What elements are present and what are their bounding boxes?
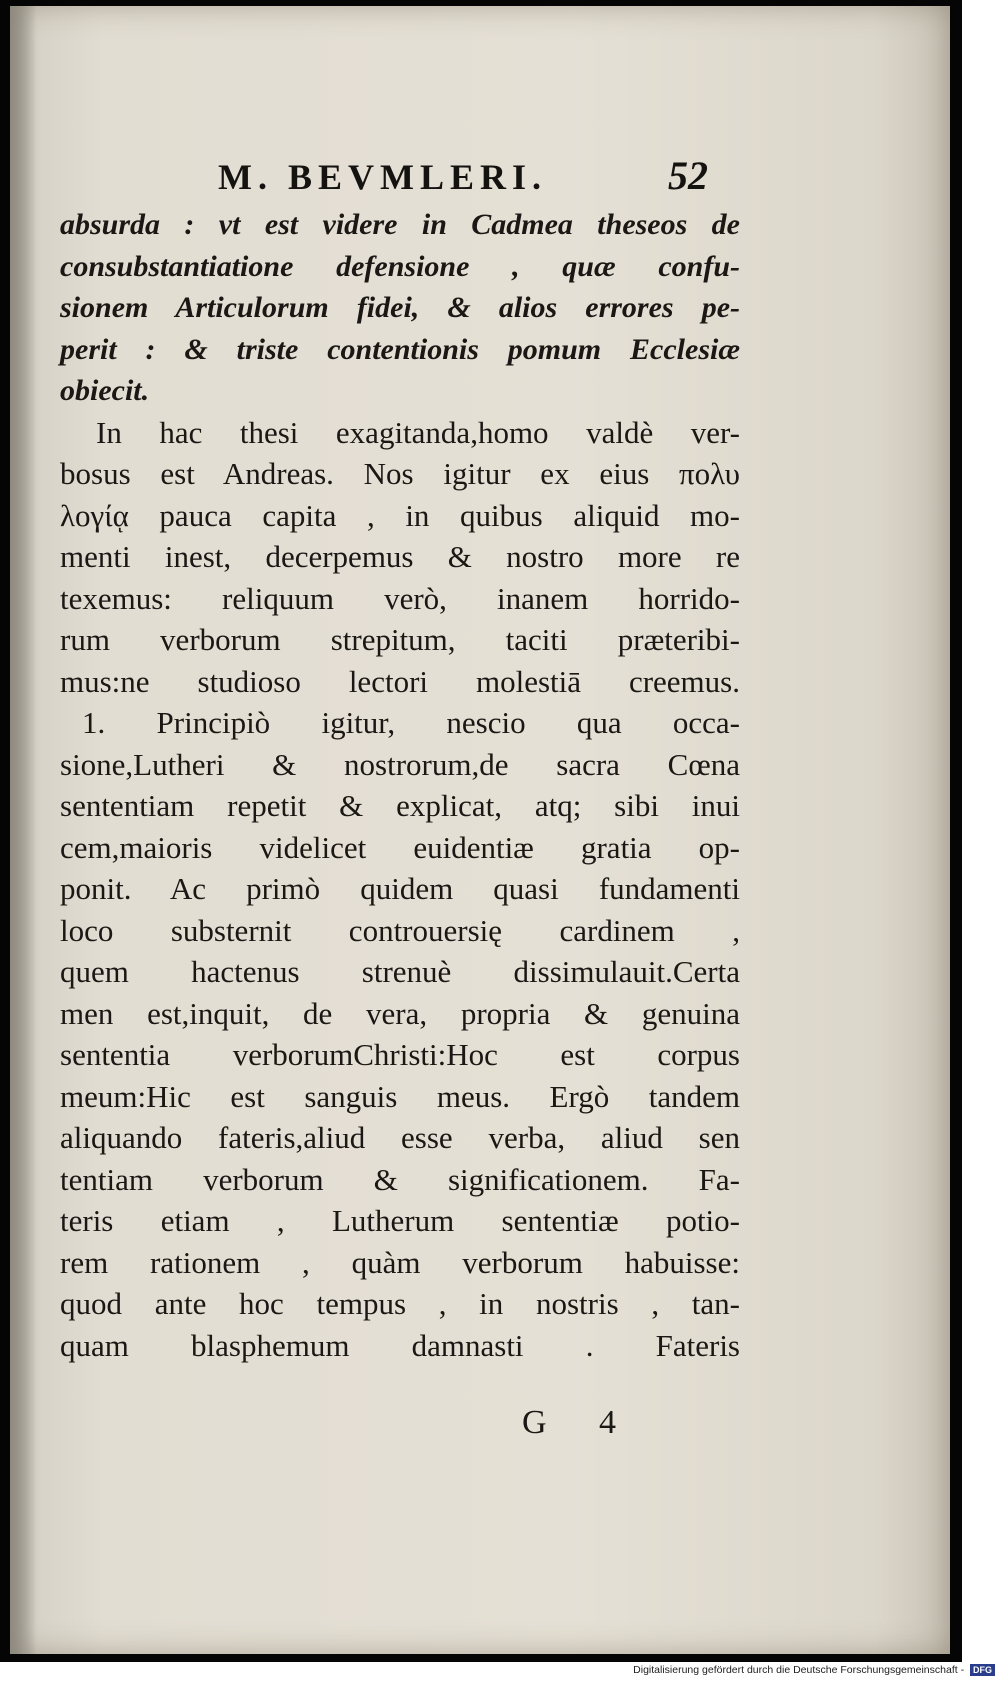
- text-line: meum:Hic est sanguis meus. Ergò tandem: [60, 1078, 740, 1114]
- text-line: men est,inquit, de vera, propria & genuina: [60, 995, 740, 1031]
- text-line: bosus est Andreas. Nos igitur ex eius πολυ: [60, 456, 740, 491]
- text-line: λογίᾳ pauca capita , in quibus aliquid mo-: [60, 497, 740, 533]
- text-line: sionem Articulorum fidei, & alios errores pe-: [60, 291, 740, 324]
- text-line: quod ante hoc tempus , in nostris , tan-: [60, 1286, 740, 1321]
- text-line: sione,Lutheri & nostrorum,de sacra Cœna: [60, 746, 740, 782]
- digitization-credit: [605, 1664, 995, 1680]
- book-page: [10, 6, 950, 1654]
- dfg-logo: DFG: [970, 1664, 995, 1676]
- text-line: 1. Principiò igitur, nescio qua occa-: [82, 705, 740, 740]
- text-line: quam blasphemum damnasti . Fateris: [60, 1327, 740, 1363]
- text-line: sententiam repetit & explicat, atq; sibi inui: [60, 788, 740, 823]
- text-line: aliquando fateris,aliud esse verba, aliud sen: [60, 1120, 740, 1155]
- text-line: absurda : vt est videre in Cadmea theseos de: [60, 208, 740, 241]
- text-line: menti inest, decerpemus & nostro more re: [60, 539, 740, 574]
- text-line: In hac thesi exagitanda,homo valdè ver-: [96, 414, 740, 450]
- text-line: ponit. Ac primò quidem quasi fundamenti: [60, 871, 740, 906]
- text-line: obiecit.: [60, 374, 150, 407]
- text-line: quem hactenus strenuè dissimulauit.Certa: [60, 954, 740, 989]
- credit-text: Digitalisierung gefördert durch die Deutsche Forschungsgemeinschaft -: [633, 1664, 965, 1676]
- text-line: rum verborum strepitum, taciti præteribi-: [60, 622, 740, 657]
- page-header: [60, 153, 740, 206]
- text-line: tentiam verborum & significationem. Fa-: [60, 1161, 740, 1197]
- text-line: sententia verborumChristi:Hoc est corpus: [60, 1037, 740, 1072]
- text-line: perit : & triste contentionis pomum Ecclesiæ: [60, 332, 740, 366]
- page-number: 52: [668, 153, 708, 198]
- text-line: rem rationem , quàm verborum habuisse:: [60, 1244, 740, 1280]
- text-line: cem,maioris videlicet euidentiæ gratia op-: [60, 829, 740, 865]
- text-line: mus:ne studioso lectori molestiā creemus.: [60, 663, 740, 699]
- running-head: M. BEVMLERI.: [218, 157, 548, 197]
- text-line: texemus: reliquum verò, inanem horrido-: [60, 580, 740, 616]
- text-line: consubstantiatione defensione , quæ confu-: [60, 249, 740, 283]
- signature-mark: G 4: [522, 1404, 639, 1441]
- text-line: loco substernit controuersię cardinem ,: [60, 912, 740, 948]
- body-text: [60, 204, 740, 1366]
- text-line: teris etiam , Lutherum sententiæ potio-: [60, 1203, 740, 1238]
